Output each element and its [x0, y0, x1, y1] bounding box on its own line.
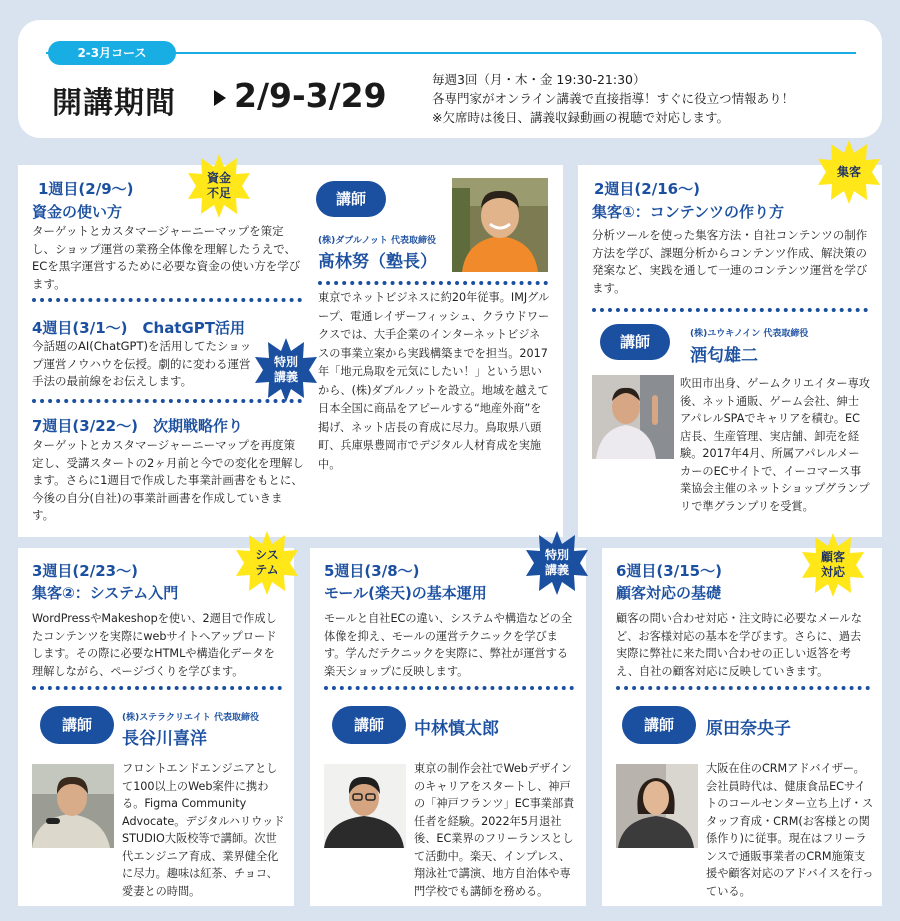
- badge-line: 特別: [273, 355, 298, 369]
- lesson-title: 顧客対応の基礎: [616, 584, 722, 602]
- badge-special-lecture: [253, 337, 319, 403]
- dotted-divider: [318, 281, 548, 285]
- schedule-line: ※欠席時は後日、講義収録動画の視聴で対応します。: [432, 110, 729, 125]
- lesson-card-6: [602, 548, 882, 906]
- lesson-card-5: [310, 548, 586, 906]
- instructor-label: 講師: [622, 706, 696, 744]
- schedule-line: 毎週3回（月・木・金 19:30-21:30）: [432, 72, 646, 87]
- badge-line: 講義: [273, 370, 298, 384]
- instructor-photo-hasegawa: [32, 764, 114, 848]
- instructor-name: 酒匂雄二: [690, 346, 758, 366]
- dotted-divider: [324, 686, 574, 690]
- lesson-description: 顧客の問い合わせ対応・注文時に必要なメールなど、お客様対応の基本を学びます。さらに、過去実際に弊社に来た問い合わせの正しい返答を考え、自社の顧客対応に反映していきます。: [616, 612, 862, 678]
- lesson-week: 7週目(3/22～) 次期戦略作り: [32, 417, 243, 435]
- lesson-week: 1週目(2/9～): [38, 180, 134, 198]
- lesson-title: モール(楽天)の基本運用: [324, 584, 487, 602]
- period-label: 開講期間: [52, 86, 176, 121]
- lesson-description: ターゲットとカスタマージャーニーマップを策定し、ショップ運営の業務全体像を理解したうえで、ECを黒字運営するために必要な資金の使い方を学びます。: [32, 224, 301, 291]
- lesson-description: ターゲットとカスタマージャーニーマップを再度策定し、受講スタートの2ヶ月前と今での変化を理解します。さらに1週目で作成した事業計画書をもとに、今後の自分(自社)の事業計画書を作成していきます。: [32, 438, 304, 522]
- lesson-week: 2週目(2/16～): [594, 180, 700, 198]
- instructor-photo-harada: [616, 764, 698, 848]
- instructor-label: 講師: [316, 181, 386, 217]
- badge-special-lecture: [524, 530, 590, 596]
- instructor-label: 講師: [40, 706, 114, 744]
- triangle-right-icon: [214, 90, 226, 106]
- schedule-info: [432, 70, 794, 127]
- lesson-week: 5週目(3/8～): [324, 562, 420, 580]
- badge-shukyaku: [816, 139, 882, 205]
- instructor-photo-sakou: [592, 375, 674, 459]
- instructor-photo-nakabayashi: [324, 764, 406, 848]
- dotted-divider: [32, 686, 282, 690]
- badge-line: 資金: [206, 171, 231, 185]
- badge-line: シス: [255, 548, 279, 562]
- instructor-company: (株)ステラクリエイト 代表取締役: [122, 713, 260, 723]
- badge-system: [234, 530, 300, 596]
- course-header: [18, 20, 882, 138]
- badge-shikin-fusoku: [186, 153, 252, 219]
- lesson-description: モールと自社ECの違い、システムや構造などの全体像を抑え、モールの運営テクニックを学びます。学んだテクニックを実際に、弊社が運営する楽天ショップに反映します。: [324, 612, 573, 678]
- lesson-title: 集客①：コンテンツの作り方: [592, 203, 784, 221]
- schedule-line: 各専門家がオンライン講義で直接指導！すぐに役立つ情報あり！: [432, 91, 795, 106]
- instructor-name: 原田奈央子: [706, 719, 791, 739]
- instructor-company: (株)ダブルノット 代表取締役: [318, 236, 437, 246]
- course-badge: 2-3月コース: [48, 41, 176, 65]
- instructor-company: (株)ユウキノイン 代表取締役: [690, 329, 809, 339]
- period-dates: 2/9-3/29: [234, 76, 387, 115]
- lesson-description: WordPressやMakeshopを使い、2週目で作成したコンテンツを実際にwebサイトへアップロードします。その際に必要なHTMLや構造化データを理解しながら、ページづくりを学びます。: [32, 612, 277, 678]
- badge-line: 不足: [206, 186, 231, 200]
- badge-line: 顧客: [820, 550, 845, 564]
- dotted-divider: [32, 298, 302, 302]
- lesson-description: 今話題のAI(ChatGPT)を活用してたショップ運営ノウハウを伝授。劇的に変わる運営手法の最前線をお伝えします。: [32, 339, 252, 388]
- instructor-bio: フロントエンドエンジニアとして100以上のWeb案件に携わる。Figma Community Advocate。デジタルハリウッドSTUDIO大阪校等で講師。次世代エンジニア育成、業界健全化に尽力。趣味は紅茶、チョコ、愛妻との時間。: [122, 762, 285, 898]
- badge-line: 特別: [544, 548, 569, 562]
- lesson-week: 6週目(3/15～): [616, 562, 722, 580]
- badge-line: テム: [255, 563, 279, 577]
- lesson-description: 分析ツールを使った集客方法・自社コンテンツの制作方法を学び、課題分析からコンテンツ作成、解決策の発案など、実践を通して一連のコンテンツ運営を学びます。: [592, 228, 868, 295]
- instructor-name: 長谷川喜洋: [122, 729, 207, 749]
- lesson-card-3: [18, 548, 294, 906]
- dotted-divider: [616, 686, 870, 690]
- instructor-bio: 東京でネットビジネスに約20年従事。IMJグループ、電通レイザーフィッシュ、クラウドワークスでは、大手企業のインターネットビジネスの事業立案から実践構築までを担当。2017年「地元鳥取を元気にしたい！」という思いから、(株)ダブルノットを設立。地域を越えて日本全国に商品をアピールする“地産外商”を掲げ、ネット店長の育成に尽力。鳥取県八頭町、兵庫県豊岡市でデジタル人材育成を実施中。: [318, 291, 550, 471]
- instructor-bio: 東京の制作会社でWebデザインのキャリアをスタートし、神戸の「神戸フランツ」EC事業部責任者を経験。2022年5月退社後、EC業界のフリーランスとして活動中。楽天、インプレス、翔泳社で講演、地方自治体や専門学校でも講師を務める。: [414, 762, 575, 898]
- badge-customer-support: [800, 532, 866, 598]
- instructor-photo-takabayashi: [452, 178, 548, 272]
- instructor-name: 髙林努（塾長）: [318, 252, 437, 272]
- instructor-bio: 大阪在住のCRMアドバイザー。会社員時代は、健康食品ECサイトのコールセンター立ち上げ・スタッフ育成・CRM(お客様との関係作り)に従事。現在はフリーランスで通販事業者のCRM施策支援や顧客対応のアドバイスを行っている。: [706, 762, 874, 898]
- lesson-title: 資金の使い方: [32, 203, 123, 221]
- instructor-label: 講師: [600, 324, 670, 360]
- badge-line: 対応: [820, 565, 845, 579]
- instructor-name: 中林慎太郎: [414, 719, 499, 739]
- dotted-divider: [592, 308, 868, 312]
- lesson-card-1-4-7: [18, 165, 563, 537]
- lesson-week: 3週目(2/23～): [32, 562, 138, 580]
- badge-line: 集客: [836, 164, 861, 179]
- badge-line: 講義: [544, 563, 569, 577]
- lesson-card-2: [578, 165, 882, 537]
- instructor-bio: 吹田市出身、ゲームクリエイター専攻後、ネット通販、ゲーム会社、紳士アパレルSPAでキャリアを積む。EC店長、生産管理、実店舗、卸売を経験。2017年4月、所属アパレルメーカーのECサイトで、イーコマース事業協会主催のネットショップグランプリで準グランプリを受賞。: [680, 377, 870, 513]
- lesson-title: 集客②：システム入門: [32, 584, 179, 602]
- instructor-label: 講師: [332, 706, 406, 744]
- lesson-week: 4週目(3/1～) ChatGPT活用: [32, 319, 246, 337]
